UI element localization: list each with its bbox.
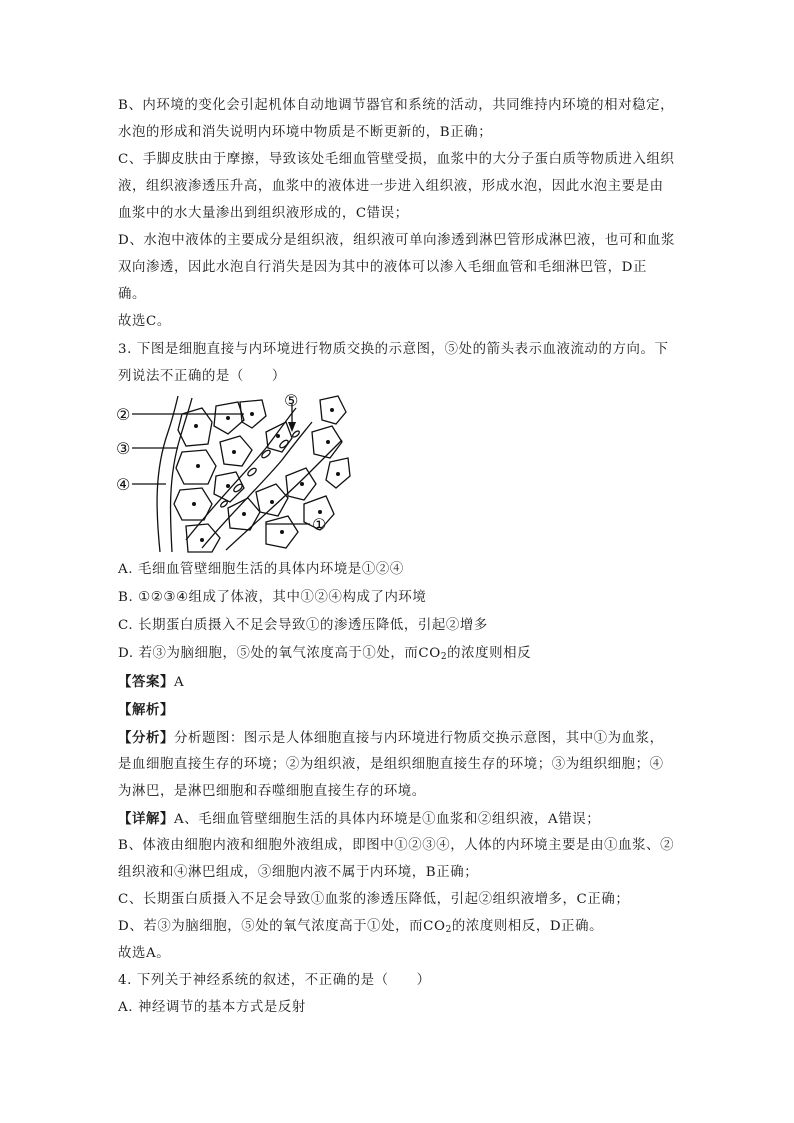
detail-line: 组织液和④淋巴组成，③细胞内液不属于内环境，B正确； xyxy=(118,865,479,880)
figure-label-3: ③ xyxy=(116,439,131,458)
analysis-heading: 【解析】 xyxy=(118,702,174,718)
text-line: D、水泡中液体的主要成分是组织液，组织液可单向渗透到淋巴管形成淋巴液，也可和血浆 xyxy=(118,233,675,248)
detail-line: B、体液由细胞内液和细胞外液组成，即图中①②③④，人体的内环境主要是由①血浆、② xyxy=(118,838,675,853)
option-c: C. 长期蛋白质摄入不足会导致①的渗透压降低，引起②增多 xyxy=(118,618,488,633)
analysis-line: 为淋巴，是淋巴细胞和吞噬细胞直接生存的环境。 xyxy=(118,784,426,799)
cell-exchange-diagram xyxy=(116,392,352,554)
text-line: 水泡的形成和消失说明内环境中物质是不断更新的，B正确； xyxy=(118,125,493,140)
text-line: 确。 xyxy=(118,287,146,302)
figure-label-2: ② xyxy=(116,405,131,424)
question-3-stem-cont: 列说法不正确的是（ ） xyxy=(118,369,286,384)
answer-value: A xyxy=(173,675,185,690)
option-b: B. ①②③④组成了体液，其中①②④构成了内环境 xyxy=(118,590,427,605)
text-line: 液，组织液渗透压升高，血浆中的液体进一步进入组织液，形成水泡，因此水泡主要是由 xyxy=(118,179,664,194)
detail-line: C、长期蛋白质摄入不足会导致①血浆的渗透压降低，引起②组织液增多，C正确； xyxy=(118,892,630,907)
text-line: 血浆中的水大量渗出到组织液形成的，C错误； xyxy=(118,206,409,221)
question-4-option-a: A. 神经调节的基本方式是反射 xyxy=(118,1000,306,1015)
detail-line: 【详解】A、毛细血管壁细胞生活的具体内环境是①血浆和②组织液，A错误； xyxy=(118,811,601,827)
text-line: B、内环境的变化会引起机体自动地调节器官和系统的活动，共同维持内环境的相对稳定， xyxy=(118,98,675,113)
figure-label-5: ⑤ xyxy=(284,392,299,410)
detail-line: D、若③为脑细胞，⑤处的氧气浓度高于①处，而$CO_2$的浓度则相反，D正确。 xyxy=(118,919,604,935)
detail-line: 故选A。 xyxy=(118,946,171,961)
question-3-stem: 3. 下图是细胞直接与内环境进行物质交换的示意图，⑤处的箭头表示血液流动的方向。下 xyxy=(118,342,669,357)
analysis-line: 【分析】分析题图：图示是人体细胞直接与内环境进行物质交换示意图，其中①为血浆， xyxy=(118,730,664,746)
text-line: 双向渗透，因此水泡自行消失是因为其中的液体可以渗入毛细血管和毛细淋巴管，D正 xyxy=(118,260,647,275)
text-line: C、手脚皮肤由于摩擦，导致该处毛细血管壁受损，血浆中的大分子蛋白质等物质进入组织 xyxy=(118,152,675,167)
question-4-stem: 4. 下列关于神经系统的叙述，不正确的是（ ） xyxy=(118,973,431,988)
analysis-line: 是血细胞直接生存的环境；②为组织液，是组织细胞直接生存的环境；③为组织细胞；④ xyxy=(118,757,664,772)
text-line: 故选C。 xyxy=(118,314,171,329)
answer-tag: 【答案】 xyxy=(118,674,174,690)
option-d: D. 若③为脑细胞，⑤处的氧气浓度高于①处，而$CO_2$的浓度则相反 xyxy=(118,646,532,662)
answer-line xyxy=(118,672,184,693)
option-a: A. 毛细血管壁细胞生活的具体内环境是①②④ xyxy=(118,562,404,577)
figure-label-1: ① xyxy=(312,515,327,534)
figure-label-4: ④ xyxy=(116,475,131,494)
